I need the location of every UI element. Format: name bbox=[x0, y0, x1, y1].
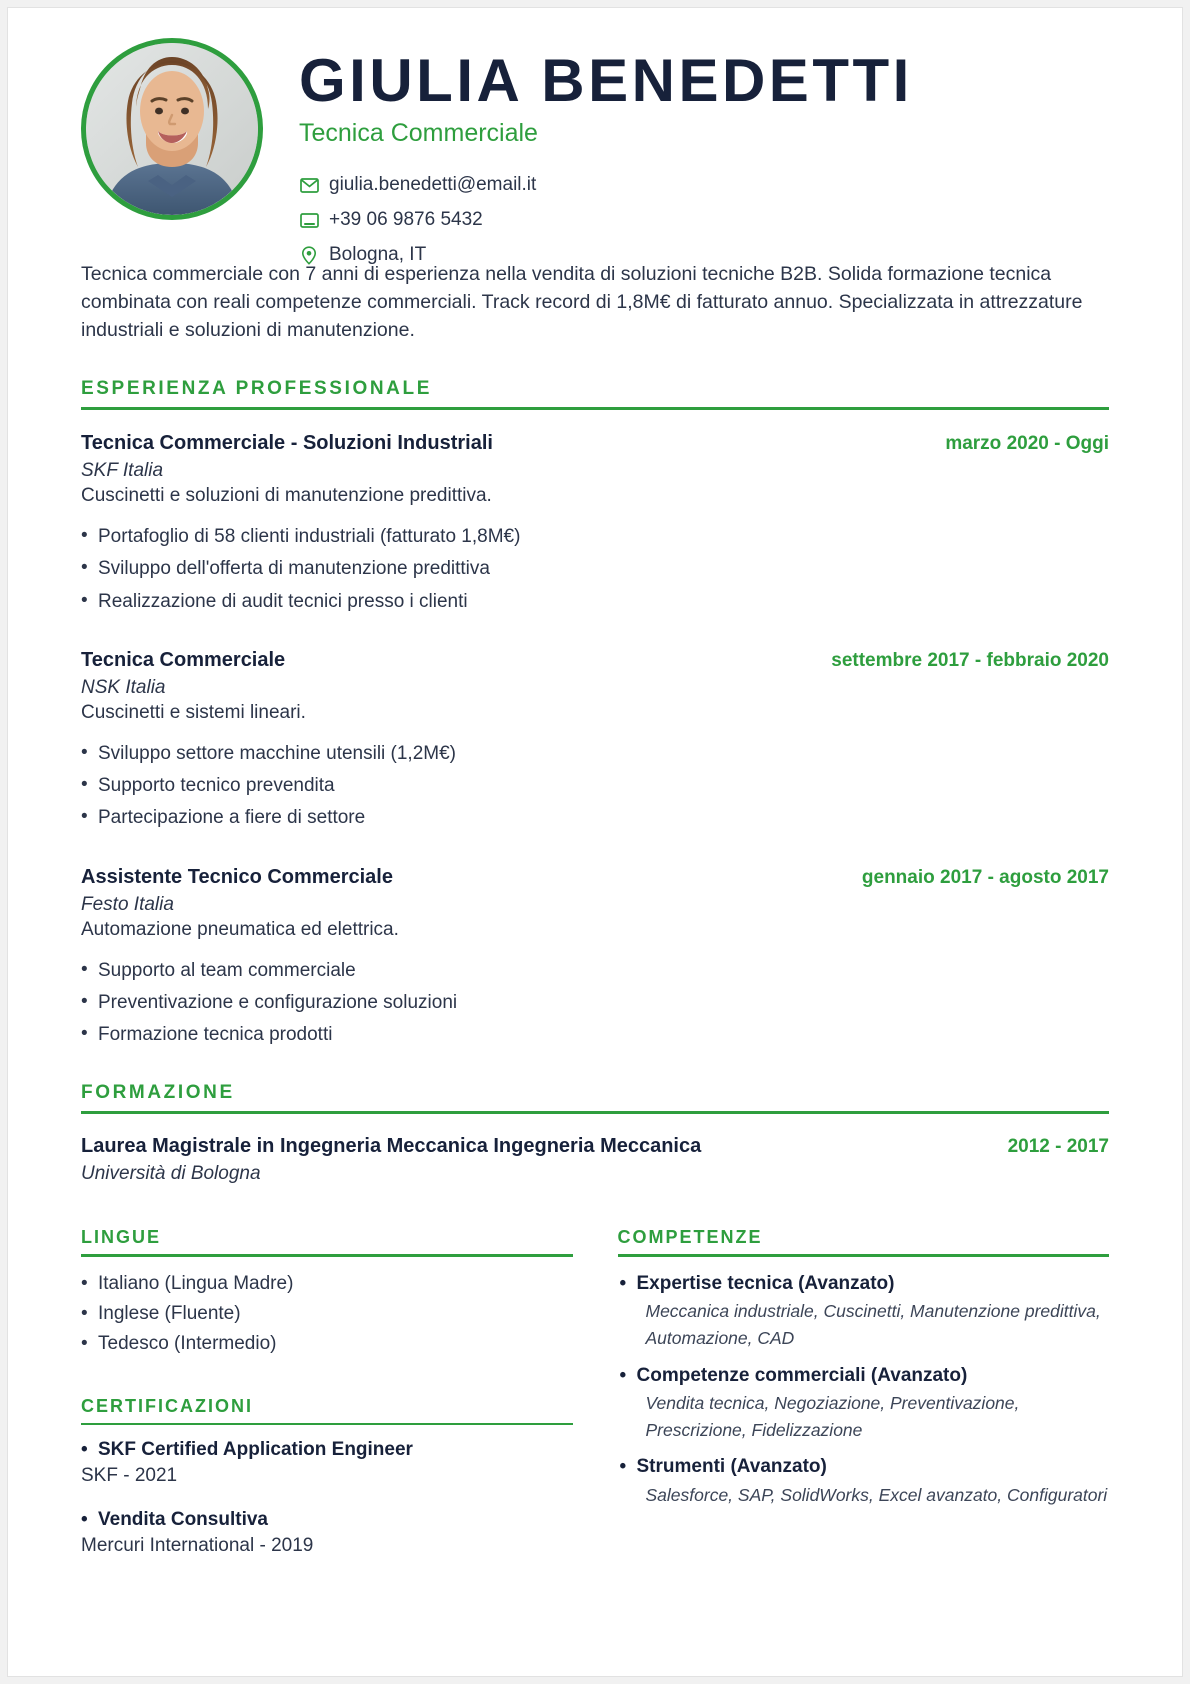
skills-list bbox=[618, 1271, 1110, 1509]
list-item: • Preventivazione e configurazione soluzioni bbox=[81, 990, 1109, 1016]
entry-date: marzo 2020 - Oggi bbox=[945, 433, 1109, 455]
skill-name: • Strumenti (Avanzato) bbox=[618, 1454, 1110, 1481]
list-item: • Inglese (Fluente) bbox=[81, 1301, 573, 1328]
entry-organization: Festo Italia bbox=[81, 893, 174, 915]
education-entry bbox=[81, 1135, 1109, 1185]
resume-page bbox=[7, 7, 1183, 1677]
job-title: Tecnica Commerciale bbox=[299, 119, 538, 148]
certification-item bbox=[81, 1509, 573, 1557]
certification-meta: SKF - 2021 bbox=[81, 1465, 178, 1487]
list-item: • Tedesco (Intermedio) bbox=[81, 1331, 573, 1358]
experience-entry bbox=[81, 432, 1109, 615]
certification-name: • SKF Certified Application Engineer bbox=[81, 1439, 573, 1461]
list-item: • Supporto tecnico prevendita bbox=[81, 773, 1109, 799]
entry-header bbox=[81, 866, 1109, 889]
entry-description: Cuscinetti e sistemi lineari. bbox=[81, 701, 306, 723]
right-column bbox=[618, 1227, 1110, 1557]
entry-date: settembre 2017 - febbraio 2020 bbox=[831, 649, 1109, 671]
section-divider bbox=[618, 1254, 1110, 1257]
contact-location-value: Bologna, IT bbox=[329, 244, 427, 266]
portrait-illustration bbox=[86, 43, 258, 215]
certifications-section-title: CERTIFICAZIONI bbox=[81, 1395, 253, 1416]
section-divider bbox=[81, 1111, 1109, 1114]
contact-phone[interactable] bbox=[299, 209, 1109, 231]
section-divider bbox=[81, 407, 1109, 410]
languages-section bbox=[81, 1227, 573, 1357]
section-divider bbox=[81, 1254, 573, 1257]
certification-name: • Vendita Consultiva bbox=[81, 1509, 573, 1531]
entry-role: Tecnica Commerciale - Soluzioni Industriali bbox=[81, 432, 493, 455]
experience-section bbox=[81, 378, 1109, 1048]
list-item: • Formazione tecnica prodotti bbox=[81, 1022, 1109, 1048]
envelope-icon bbox=[299, 175, 319, 195]
header-text-block bbox=[299, 38, 1109, 279]
entry-header bbox=[81, 649, 1109, 672]
entry-description: Cuscinetti e soluzioni di manutenzione predittiva. bbox=[81, 485, 492, 507]
skill-group bbox=[618, 1454, 1110, 1509]
certification-item bbox=[81, 1439, 573, 1487]
entry-bullet-list bbox=[81, 524, 1109, 615]
contact-list bbox=[299, 174, 1109, 266]
bottom-columns bbox=[81, 1227, 1109, 1557]
skills-section bbox=[618, 1227, 1110, 1509]
profile-summary: Tecnica commerciale con 7 anni di esperienza nella vendita di soluzioni tecniche B2B. Solida formazione tecnica combinata con reali competenze commerciali. Track record di 1,8M€ di fatturato annuo. Specializzata in attrezzature industriali e soluzioni di manutenzione. bbox=[81, 263, 1083, 341]
certifications-section bbox=[81, 1396, 573, 1558]
contact-email-value: giulia.benedetti@email.it bbox=[329, 174, 537, 196]
list-item: • Italiano (Lingua Madre) bbox=[81, 1271, 573, 1298]
page-title: GIULIA BENEDETTI bbox=[299, 47, 913, 114]
list-item: • Sviluppo settore macchine utensili (1,2M€) bbox=[81, 741, 1109, 767]
experience-entry bbox=[81, 649, 1109, 832]
skills-section-title: COMPETENZE bbox=[617, 1227, 763, 1248]
experience-section-title: ESPERIENZA PROFESSIONALE bbox=[81, 378, 432, 400]
education-date: 2012 - 2017 bbox=[1007, 1136, 1109, 1158]
education-degree: Laurea Magistrale in Ingegneria Meccanica Ingegneria Meccanica bbox=[81, 1135, 702, 1158]
entry-header bbox=[81, 432, 1109, 455]
education-school: Università di Bologna bbox=[81, 1163, 261, 1185]
entry-organization: SKF Italia bbox=[81, 460, 164, 482]
skill-group bbox=[618, 1363, 1110, 1445]
education-section bbox=[81, 1082, 1109, 1185]
entry-date: gennaio 2017 - agosto 2017 bbox=[861, 866, 1109, 888]
skill-detail: Vendita tecnica, Negoziazione, Preventivazione, Prescrizione, Fidelizzazione bbox=[645, 1393, 1020, 1441]
avatar bbox=[86, 43, 258, 215]
skill-name: • Expertise tecnica (Avanzato) bbox=[618, 1271, 1110, 1298]
certification-meta: Mercuri International - 2019 bbox=[81, 1535, 314, 1557]
list-item: • Partecipazione a fiere di settore bbox=[81, 805, 1109, 831]
list-item: • Sviluppo dell'offerta di manutenzione predittiva bbox=[81, 556, 1109, 582]
list-item: • Realizzazione di audit tecnici presso i clienti bbox=[81, 589, 1109, 615]
entry-description: Automazione pneumatica ed elettrica. bbox=[81, 918, 399, 940]
phone-icon bbox=[299, 210, 319, 230]
list-item: • Supporto al team commerciale bbox=[81, 958, 1109, 984]
left-column bbox=[81, 1227, 573, 1557]
experience-entry bbox=[81, 866, 1109, 1049]
entry-bullet-list bbox=[81, 741, 1109, 832]
section-divider bbox=[81, 1423, 573, 1426]
entry-role: Tecnica Commerciale bbox=[81, 648, 286, 671]
list-item: • Portafoglio di 58 clienti industriali (fatturato 1,8M€) bbox=[81, 524, 1109, 550]
contact-phone-value: +39 06 9876 5432 bbox=[329, 209, 483, 231]
languages-section-title: LINGUE bbox=[81, 1227, 162, 1248]
education-section-title: FORMAZIONE bbox=[81, 1082, 235, 1104]
profile-photo bbox=[81, 38, 263, 220]
skill-name: • Competenze commerciali (Avanzato) bbox=[618, 1363, 1110, 1390]
skill-detail: Meccanica industriale, Cuscinetti, Manutenzione predittiva, Automazione, CAD bbox=[645, 1301, 1101, 1349]
skill-detail: Salesforce, SAP, SolidWorks, Excel avanzato, Configuratori bbox=[645, 1485, 1108, 1505]
skill-group bbox=[618, 1271, 1110, 1353]
resume-header bbox=[81, 38, 1109, 279]
entry-bullet-list bbox=[81, 958, 1109, 1049]
contact-email[interactable] bbox=[299, 174, 1109, 196]
entry-header bbox=[81, 1135, 1109, 1158]
entry-organization: NSK Italia bbox=[81, 676, 166, 698]
entry-role: Assistente Tecnico Commerciale bbox=[81, 865, 393, 888]
languages-list bbox=[81, 1271, 573, 1358]
